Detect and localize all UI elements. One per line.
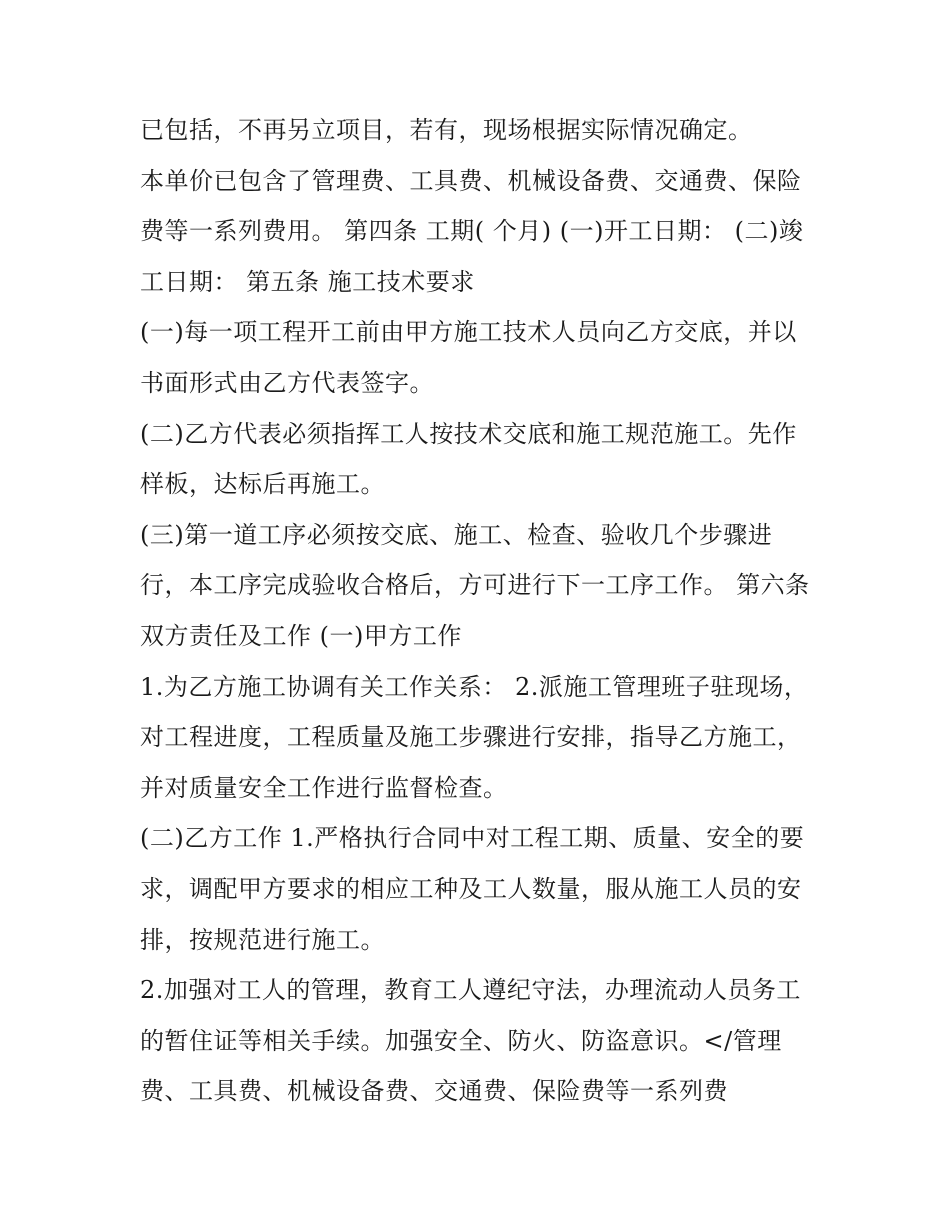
paragraph-5: (三)第一道工序必须按交底、施工、检查、验收几个步骤进行，本工序完成验收合格后，方可进行下一工序工作。 第六条 双方责任及工作 (一)甲方工作 (140, 520, 818, 650)
paragraph-7: (二)乙方工作 1.严格执行合同中对工程工期、质量、安全的要求，调配甲方要求的相应工种及工人数量，服从施工人员的安排，按规范进行施工。 (140, 824, 805, 954)
document-body (140, 105, 820, 1117)
paragraph-1: 已包括，不再另立项目，若有，现场根据实际情况确定。 (140, 116, 753, 144)
paragraph-4: (二)乙方代表必须指挥工人按技术交底和施工规范施工。先作样板，达标后再施工。 (140, 419, 797, 499)
paragraph-8: 2.加强对工人的管理，教育工人遵纪守法，办理流动人员务工的暂住证等相关手续。加强安全、防火、防盗意识。</管理费、工具费、机械设备费、交通费、保险费等一系列费 (140, 976, 801, 1106)
paragraph-6: 1.为乙方施工协调有关工作关系： 2.派施工管理班子驻现场，对工程进度，工程质量及施工步骤进行安排，指导乙方施工，并对质量安全工作进行监督检查。 (140, 672, 809, 802)
paragraph-2: 本单价已包含了管理费、工具费、机械设备费、交通费、保险费等一系列费用。 第四条 工期( 个月) (一)开工日期： (二)竣工日期： 第五条 施工技术要求 (140, 166, 804, 296)
paragraph-3: (一)每一项工程开工前由甲方施工技术人员向乙方交底，并以书面形式由乙方代表签字。 (140, 318, 797, 397)
